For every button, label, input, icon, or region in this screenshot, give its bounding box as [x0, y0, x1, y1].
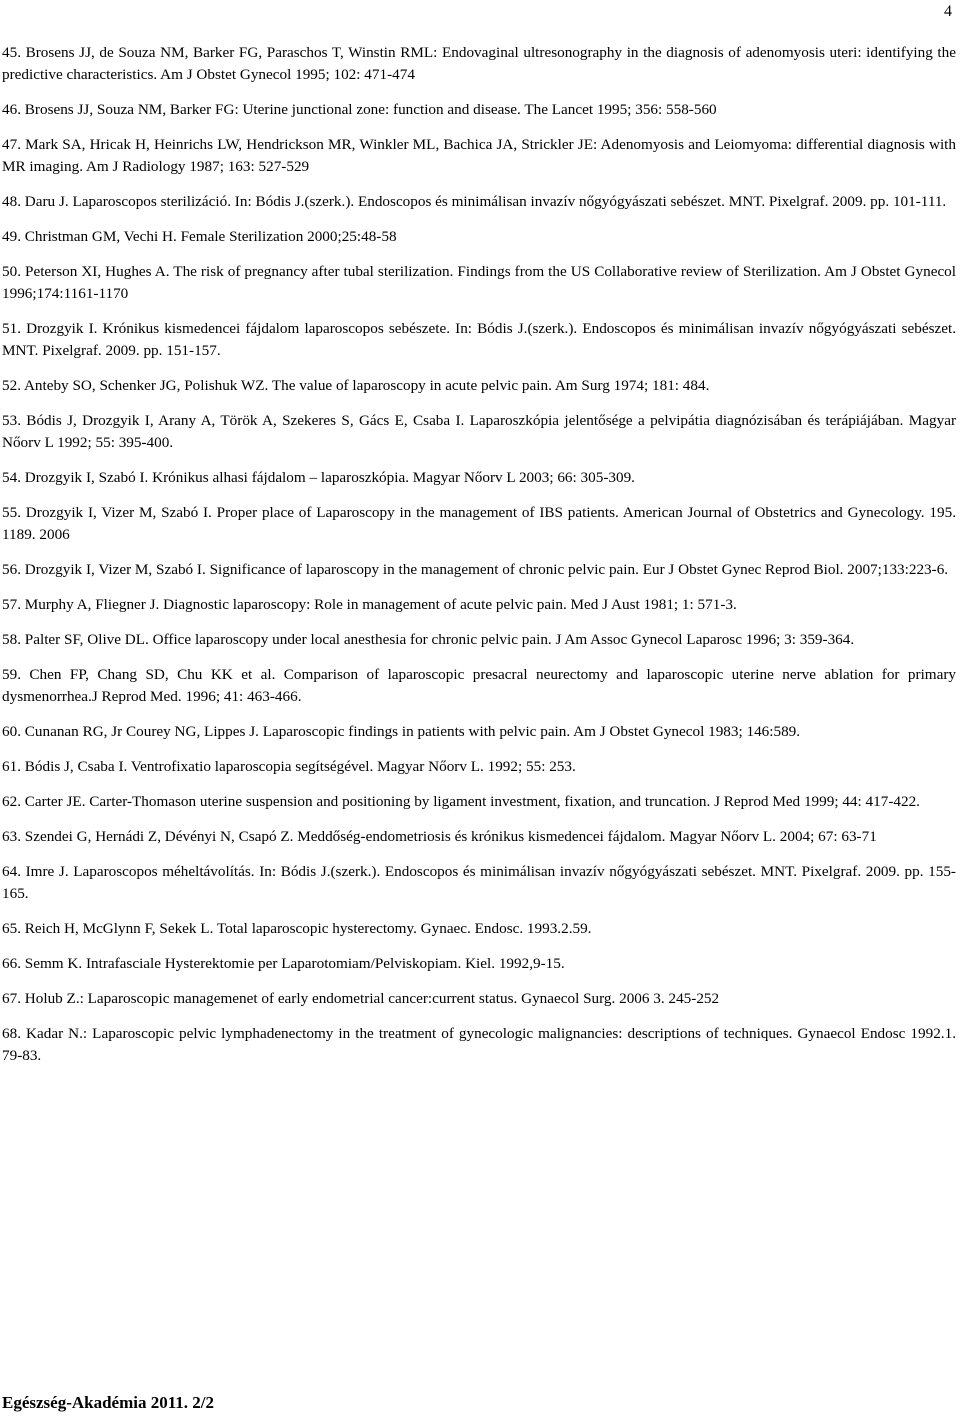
reference-item: 66. Semm K. Intrafasciale Hysterektomie per Laparotomiam/Pelviskopiam. Kiel. 1992,9-15.	[2, 955, 565, 972]
reference-item: 55. Drozgyik I, Vizer M, Szabó I. Proper place of Laparoscopy in the management of IBS patients. American Journal of Obstetrics and Gynecology. 195. 1189. 2006	[2, 504, 956, 543]
reference-item: 68. Kadar N.: Laparoscopic pelvic lymphadenectomy in the treatment of gynecologic malignancies: descriptions of techniques. Gynaecol Endosc 1992.1. 79-83.	[2, 1025, 956, 1064]
reference-item: 50. Peterson XI, Hughes A. The risk of pregnancy after tubal sterilization. Findings from the US Collaborative review of Sterilization. Am J Obstet Gynecol 1996;174:1161-1170	[2, 263, 956, 302]
reference-list	[2, 42, 956, 1080]
page-footer: Egészség-Akadémia 2011. 2/2	[2, 1393, 215, 1412]
reference-item: 59. Chen FP, Chang SD, Chu KK et al. Comparison of laparoscopic presacral neurectomy and laparoscopic uterine nerve ablation for primary dysmenorrhea.J Reprod Med. 1996; 41: 463-466.	[2, 666, 956, 705]
reference-item: 45. Brosens JJ, de Souza NM, Barker FG, Paraschos T, Winstin RML: Endovaginal ultresonography in the diagnosis of adenomyosis uteri: identifying the predictive characteristics. Am J Obstet Gynecol 1995; 102: 471-474	[2, 44, 956, 83]
reference-item: 51. Drozgyik I. Krónikus kismedencei fájdalom laparoscopos sebészete. In: Bódis J.(szerk.). Endoscopos és minimálisan invazív nőgyógyászati sebészet. MNT. Pixelgraf. 2009. pp. 151-157.	[2, 320, 956, 359]
reference-item: 63. Szendei G, Hernádi Z, Dévényi N, Csapó Z. Meddőség-endometriosis és krónikus kismedencei fájdalom. Magyar Nőorv L. 2004; 67: 63-71	[2, 828, 877, 845]
reference-item: 48. Daru J. Laparoscopos sterilizáció. In: Bódis J.(szerk.). Endoscopos és minimálisan invazív nőgyógyászati sebészet. MNT. Pixelgraf. 2009. pp. 101-111.	[2, 193, 947, 210]
reference-item: 53. Bódis J, Drozgyik I, Arany A, Török A, Szekeres S, Gács E, Csaba I. Laparoszkópia jelentősége a pelvipátia diagnózisában és terápiájában. Magyar Nőorv L 1992; 55: 395-400.	[2, 412, 956, 451]
reference-item: 60. Cunanan RG, Jr Courey NG, Lippes J. Laparoscopic findings in patients with pelvic pain. Am J Obstet Gynecol 1983; 146:589.	[2, 723, 801, 740]
reference-item: 67. Holub Z.: Laparoscopic managemenet of early endometrial cancer:current status. Gynaecol Surg. 2006 3. 245-252	[2, 990, 720, 1007]
reference-item: 65. Reich H, McGlynn F, Sekek L. Total laparoscopic hysterectomy. Gynaec. Endosc. 1993.2.59.	[2, 920, 592, 937]
reference-item: 52. Anteby SO, Schenker JG, Polishuk WZ. The value of laparoscopy in acute pelvic pain. Am Surg 1974; 181: 484.	[2, 377, 710, 394]
reference-item: 57. Murphy A, Fliegner J. Diagnostic laparoscopy: Role in management of acute pelvic pain. Med J Aust 1981; 1: 571-3.	[2, 596, 737, 613]
reference-item: 54. Drozgyik I, Szabó I. Krónikus alhasi fájdalom – laparoszkópia. Magyar Nőorv L 2003; 66: 305-309.	[2, 469, 635, 486]
reference-item: 61. Bódis J, Csaba I. Ventrofixatio laparoscopia segítségével. Magyar Nőorv L. 1992; 55: 253.	[2, 758, 576, 775]
reference-item: 64. Imre J. Laparoscopos méheltávolítás. In: Bódis J.(szerk.). Endoscopos és minimálisan invazív nőgyógyászati sebészet. MNT. Pixelgraf. 2009. pp. 155-165.	[2, 863, 956, 902]
reference-item: 47. Mark SA, Hricak H, Heinrichs LW, Hendrickson MR, Winkler ML, Bachica JA, Strickler JE: Adenomyosis and Leiomyoma: differential diagnosis with MR imaging. Am J Radiology 1987; 163: 527-529	[2, 136, 956, 175]
reference-item: 56. Drozgyik I, Vizer M, Szabó I. Significance of laparoscopy in the management of chronic pelvic pain. Eur J Obstet Gynec Reprod Biol. 2007;133:223-6.	[2, 561, 949, 578]
reference-item: 58. Palter SF, Olive DL. Office laparoscopy under local anesthesia for chronic pelvic pain. J Am Assoc Gynecol Laparosc 1996; 3: 359-364.	[2, 631, 855, 648]
reference-item: 62. Carter JE. Carter-Thomason uterine suspension and positioning by ligament investment, fixation, and truncation. J Reprod Med 1999; 44: 417-422.	[2, 793, 920, 810]
reference-item: 49. Christman GM, Vechi H. Female Sterilization 2000;25:48-58	[2, 228, 397, 245]
page-number: 4	[944, 3, 952, 20]
reference-item: 46. Brosens JJ, Souza NM, Barker FG: Uterine junctional zone: function and disease. The Lancet 1995; 356: 558-560	[2, 101, 717, 118]
